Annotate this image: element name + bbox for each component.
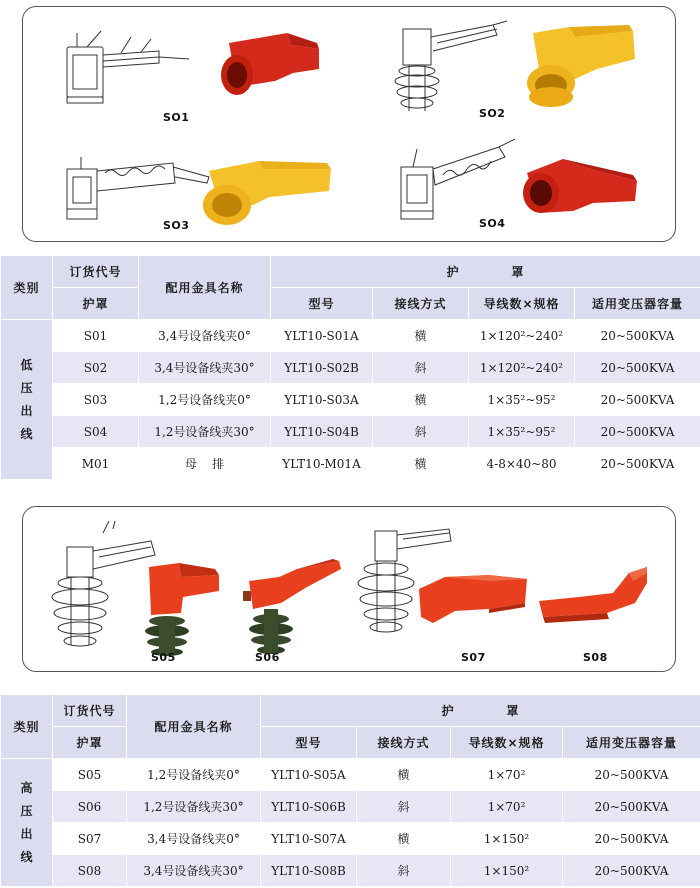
category-name: 高压出线 — [20, 780, 33, 864]
wiring-cell: 横 — [357, 759, 451, 791]
wiring-cell: 斜 — [373, 416, 469, 448]
spec-cell: 1×150² — [451, 855, 563, 887]
model-cell: YLT10-M01A — [271, 448, 373, 480]
cover-code-cell: S04 — [53, 416, 139, 448]
table-row — [1, 823, 700, 855]
cover-code-cell: S05 — [53, 759, 127, 791]
fitting-cell: 3,4号设备线夹0° — [139, 320, 271, 352]
model-cell: YLT10-S04B — [271, 416, 373, 448]
so2-line-drawing — [393, 21, 509, 117]
header-conductor-spec: 导线数×规格 — [451, 727, 563, 759]
wiring-cell: 斜 — [373, 352, 469, 384]
wiring-cell: 横 — [373, 320, 469, 352]
table-row — [1, 320, 700, 352]
header-cover-code: 护罩 — [53, 727, 127, 759]
s05-caption: S05 — [151, 651, 176, 664]
header-model: 型号 — [261, 727, 357, 759]
so4-red-cover — [513, 153, 643, 229]
so1-red-cover — [215, 29, 325, 101]
high-voltage-spec-table — [0, 694, 700, 887]
low-voltage-spec-table — [0, 255, 700, 480]
high-voltage-product-panel — [22, 506, 676, 672]
cover-code-cell: M01 — [53, 448, 139, 480]
spec-cell: 1×35²~95² — [469, 416, 575, 448]
cover-code-cell: S07 — [53, 823, 127, 855]
header-order-code: 订货代号 — [53, 695, 127, 727]
model-cell: YLT10-S07A — [261, 823, 357, 855]
capacity-cell: 20~500KVA — [563, 855, 700, 887]
fitting-cell: 1,2号设备线夹30° — [127, 791, 261, 823]
header-fitting-name: 配用金具名称 — [139, 256, 271, 320]
table-row — [1, 416, 700, 448]
table-row — [1, 855, 700, 887]
header-wiring-method: 接线方式 — [373, 288, 469, 320]
header-fitting-name: 配用金具名称 — [127, 695, 261, 759]
category-name: 低压出线 — [20, 357, 33, 441]
so1-caption: SO1 — [163, 111, 190, 124]
fitting-cell: 3,4号设备线夹0° — [127, 823, 261, 855]
capacity-cell: 20~500KVA — [575, 384, 700, 416]
capacity-cell: 20~500KVA — [563, 791, 700, 823]
capacity-cell: 20~500KVA — [575, 352, 700, 384]
fitting-cell: 母 排 — [139, 448, 271, 480]
cover-code-cell: S06 — [53, 791, 127, 823]
spec-cell: 1×35²~95² — [469, 384, 575, 416]
model-cell: YLT10-S01A — [271, 320, 373, 352]
so1-line-drawing — [61, 25, 191, 105]
wiring-cell: 斜 — [357, 855, 451, 887]
header-transformer-capacity: 适用变压器容量 — [575, 288, 700, 320]
model-cell: YLT10-S03A — [271, 384, 373, 416]
so2-caption: SO2 — [479, 107, 506, 120]
spec-cell: 1×70² — [451, 791, 563, 823]
header-cover-code: 护罩 — [53, 288, 139, 320]
capacity-cell: 20~500KVA — [575, 416, 700, 448]
wiring-cell: 斜 — [357, 791, 451, 823]
so4-caption: SO4 — [479, 217, 506, 230]
spec-cell: 1×150² — [451, 823, 563, 855]
so3-line-drawing — [61, 153, 211, 223]
table-subheader-row — [1, 288, 700, 320]
cover-code-cell: S01 — [53, 320, 139, 352]
so3-caption: SO3 — [163, 219, 190, 232]
fitting-cell: 1,2号设备线夹0° — [139, 384, 271, 416]
header-transformer-capacity: 适用变压器容量 — [563, 727, 700, 759]
so2-yellow-cover — [511, 23, 639, 115]
header-conductor-spec: 导线数×规格 — [469, 288, 575, 320]
capacity-cell: 20~500KVA — [563, 759, 700, 791]
spec-cell: 1×70² — [451, 759, 563, 791]
wiring-cell: 横 — [373, 448, 469, 480]
category-cell — [1, 759, 53, 887]
model-cell: YLT10-S02B — [271, 352, 373, 384]
fitting-cell: 1,2号设备线夹0° — [127, 759, 261, 791]
header-wiring-method: 接线方式 — [357, 727, 451, 759]
category-cell — [1, 320, 53, 480]
header-category: 类别 — [1, 695, 53, 759]
table-row — [1, 352, 700, 384]
s05-cover — [139, 557, 223, 661]
capacity-cell: 20~500KVA — [575, 320, 700, 352]
s08-caption: S08 — [583, 651, 608, 664]
table-row — [1, 759, 700, 791]
capacity-cell: 20~500KVA — [575, 448, 700, 480]
model-cell: YLT10-S05A — [261, 759, 357, 791]
spec-cell: 1×120²~240² — [469, 320, 575, 352]
spec-cell: 1×120²~240² — [469, 352, 575, 384]
fitting-cell: 3,4号设备线夹30° — [127, 855, 261, 887]
s08-cover — [535, 563, 651, 629]
header-cover-group: 护 罩 — [261, 695, 700, 727]
header-order-code: 订货代号 — [53, 256, 139, 288]
s07-cover — [415, 571, 531, 627]
fitting-cell: 1,2号设备线夹30° — [139, 416, 271, 448]
wiring-cell: 横 — [373, 384, 469, 416]
wiring-cell: 横 — [357, 823, 451, 855]
table-row — [1, 791, 700, 823]
spec-cell: 4-8×40~80 — [469, 448, 575, 480]
table-row — [1, 384, 700, 416]
header-model: 型号 — [271, 288, 373, 320]
header-category: 类别 — [1, 256, 53, 320]
cover-code-cell: S08 — [53, 855, 127, 887]
table-subheader-row — [1, 727, 700, 759]
so3-yellow-cover — [197, 155, 337, 237]
fitting-cell: 3,4号设备线夹30° — [139, 352, 271, 384]
s06-cover — [237, 561, 347, 661]
model-cell: YLT10-S08B — [261, 855, 357, 887]
cover-code-cell: S03 — [53, 384, 139, 416]
table-header-row — [1, 695, 700, 727]
table-row — [1, 448, 700, 480]
s06-caption: S06 — [255, 651, 280, 664]
model-cell: YLT10-S06B — [261, 791, 357, 823]
so4-line-drawing — [393, 137, 517, 221]
cover-code-cell: S02 — [53, 352, 139, 384]
header-cover-group: 护 罩 — [271, 256, 700, 288]
low-voltage-product-panel — [22, 6, 676, 242]
s07-caption: S07 — [461, 651, 486, 664]
capacity-cell: 20~500KVA — [563, 823, 700, 855]
table-header-row — [1, 256, 700, 288]
